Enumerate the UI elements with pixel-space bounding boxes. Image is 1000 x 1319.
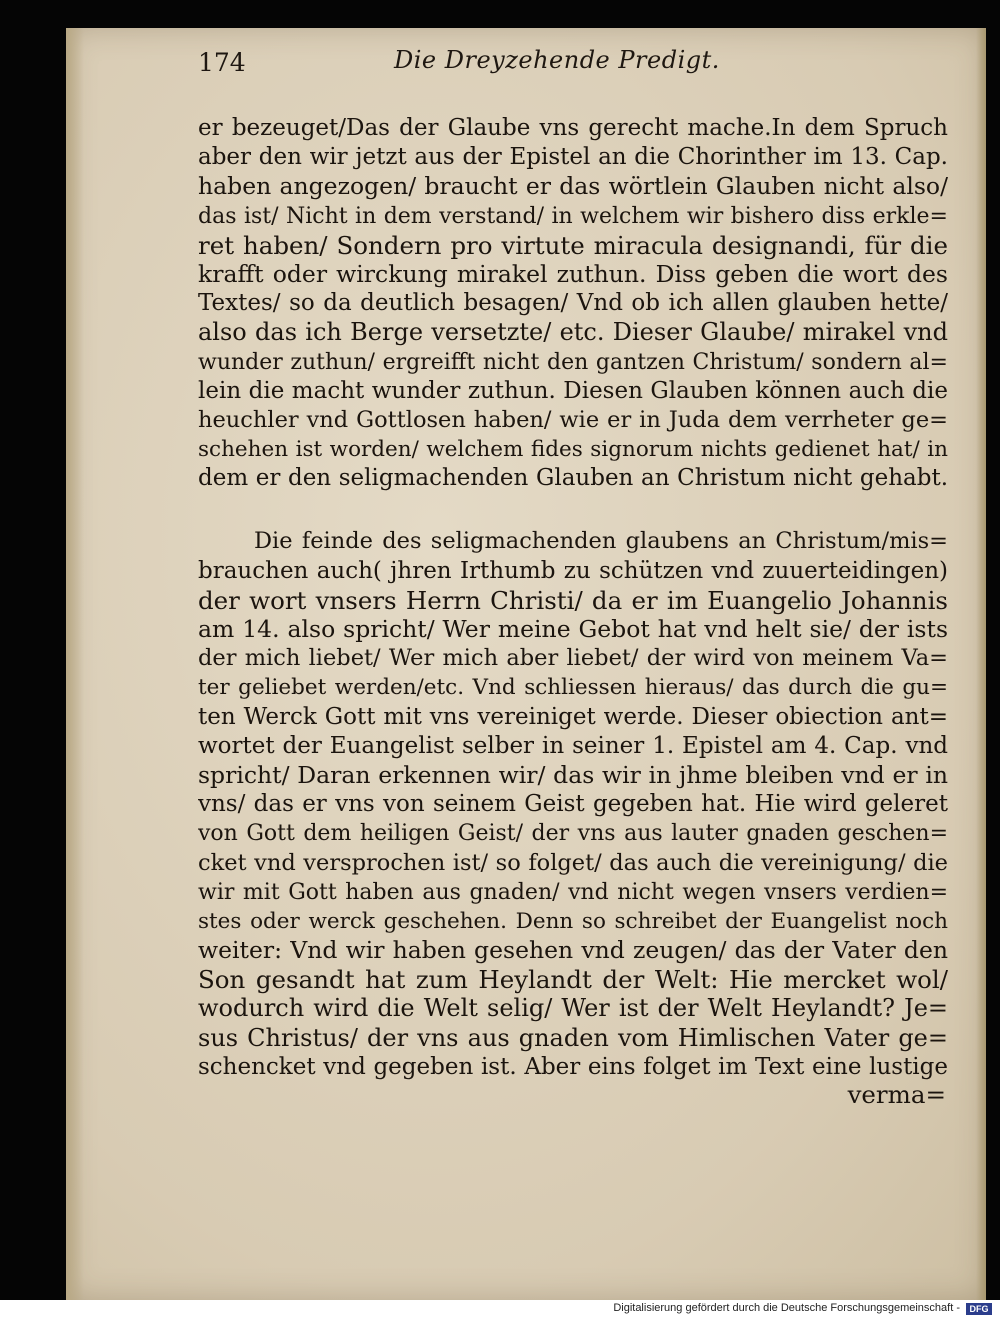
text-line: spricht/ Daran erkennen wir/ das wir in jhme bleiben vnd er in: [198, 760, 948, 789]
paragraph-2: [198, 527, 948, 1082]
page-edge: [976, 28, 986, 1300]
funding-credit: Digitalisierung gefördert durch die Deutsche Forschungsgemeinschaft -: [613, 1302, 960, 1314]
text-line: stes oder werck geschehen. Denn so schreibet der Euangelist noch: [198, 908, 948, 934]
text-line: wunder zuthun/ ergreifft nicht den gantzen Christum/ sondern al=: [198, 349, 948, 375]
text-line: ten Werck Gott mit vns vereiniget werde. Dieser obiection ant=: [198, 703, 948, 730]
text-line: vns/ das er vns von seinem Geist gegeben hat. Hie wird geleret: [198, 791, 948, 818]
text-line: Son gesandt hat zum Heylandt der Welt: Hie mercket wol/: [198, 965, 948, 995]
text-line: wir mit Gott haben aus gnaden/ vnd nicht wegen vnsers verdien=: [198, 879, 948, 905]
text-line: schencket vnd gegeben ist. Aber eins folget im Text eine lustige: [198, 1053, 948, 1080]
text-line: am 14. also spricht/ Wer meine Gebot hat vnd helt sie/ der ists: [198, 615, 948, 643]
book-page: [66, 28, 986, 1300]
running-title: Die Dreyzehende Predigt.: [394, 46, 720, 74]
text-line: von Gott dem heiligen Geist/ der vns aus lauter gnaden geschen=: [198, 821, 948, 847]
footer-bar: [0, 1300, 1000, 1319]
page-gutter-shadow: [66, 28, 84, 1300]
text-line: heuchler vnd Gottlosen haben/ wie er in Juda dem verrheter ge=: [198, 406, 948, 433]
text-line: der wort vnsers Herrn Christi/ da er im Euangelio Johannis: [198, 585, 948, 615]
text-line: wortet der Euangelist selber in seiner 1. Epistel am 4. Cap. vnd: [198, 732, 948, 759]
text-line: ter geliebet werden/etc. Vnd schliessen hieraus/ das durch die gu=: [198, 675, 948, 701]
text-line: Die feinde des seligmachenden glaubens an Christum/mis=: [254, 528, 948, 555]
text-block: [198, 114, 948, 1082]
text-line: das ist/ Nicht in dem verstand/ in welchem wir bishero diss erkle=: [198, 203, 948, 229]
text-line: schehen ist worden/ welchem fides signorum nichts gedienet hat/ in: [198, 437, 948, 463]
dfg-logo: DFG: [966, 1303, 992, 1315]
text-line: ret haben/ Sondern pro virtute miracula designandi, für die: [198, 230, 948, 260]
text-line: er bezeuget/Das der Glaube vns gerecht mache.In dem Spruch: [198, 115, 948, 141]
text-line: aber den wir jetzt aus der Epistel an die Chorinther im 13. Cap.: [198, 144, 948, 171]
text-line: lein die macht wunder zuthun. Diesen Glauben können auch die: [198, 377, 948, 404]
text-line: cket vnd versprochen ist/ so folget/ das auch die vereinigung/ die: [198, 849, 948, 876]
page-number: 174: [198, 48, 246, 77]
catchword: verma=: [847, 1080, 946, 1109]
page-header: [198, 46, 898, 82]
text-line: sus Christus/ der vns aus gnaden vom Himlischen Vater ge=: [198, 1023, 948, 1052]
text-line: weiter: Vnd wir haben gesehen vnd zeugen/ das der Vater den: [198, 936, 948, 965]
text-line: der mich liebet/ Wer mich aber liebet/ der wird von meinem Va=: [198, 645, 948, 672]
text-line: brauchen auch( jhren Irthumb zu schützen vnd zuuerteidingen): [198, 557, 948, 584]
text-line: haben angezogen/ braucht er das wörtlein Glauben nicht also/: [198, 172, 948, 201]
text-line: Textes/ so da deutlich besagen/ Vnd ob ich allen glauben hette/: [198, 290, 948, 317]
paragraph-1: [198, 114, 948, 493]
text-line: wodurch wird die Welt selig/ Wer ist der Welt Heylandt? Je=: [198, 994, 948, 1023]
text-line: krafft oder wirckung mirakel zuthun. Diss geben die wort des: [198, 259, 948, 288]
text-line: dem er den seligmachenden Glauben an Christum nicht gehabt.: [198, 465, 948, 492]
text-line: also das ich Berge versetzte/ etc. Dieser Glaube/ mirakel vnd: [198, 318, 948, 347]
